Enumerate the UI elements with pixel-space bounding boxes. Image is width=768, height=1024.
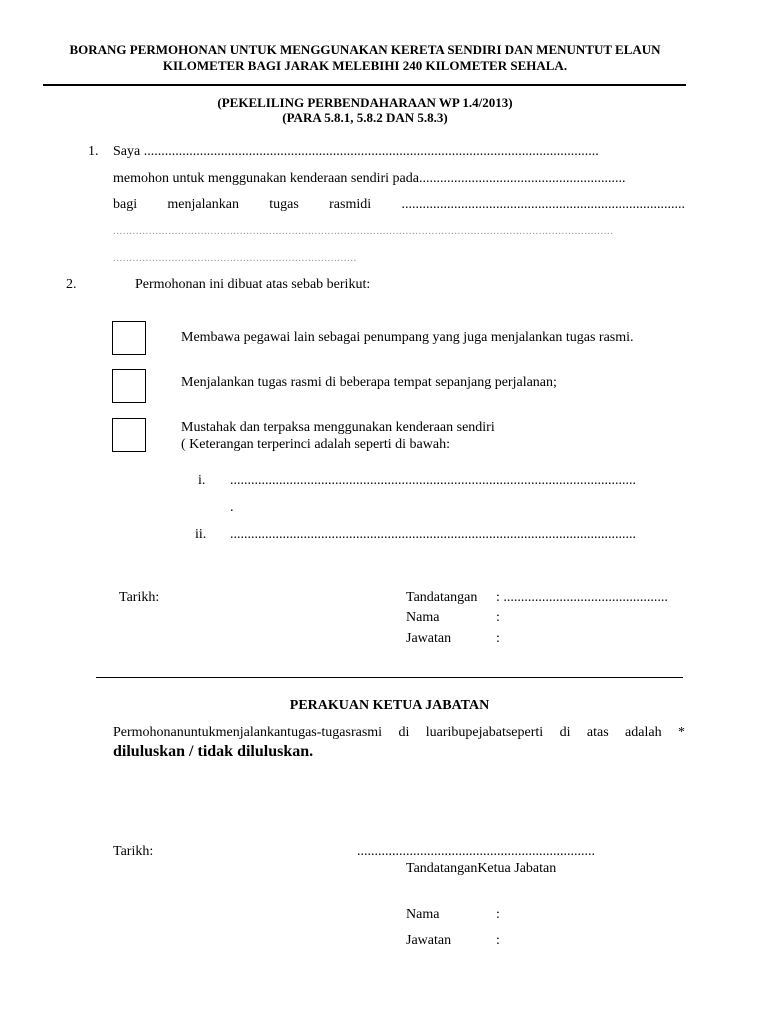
head-position-colon: : — [496, 933, 500, 948]
reason-option-3-line2: ( Keterangan terperinci adalah seperti di bawah: — [181, 437, 450, 452]
certification-word: * — [677, 725, 685, 740]
reason-option-2: Menjalankan tugas rasmi di beberapa tempat sepanjang perjalanan; — [181, 375, 557, 390]
certification-word: di — [559, 725, 571, 740]
detail-ii-label: ii. — [195, 527, 207, 542]
official-duty-fill: ................................................................................. — [401, 197, 685, 212]
official-duty-line[interactable] — [113, 197, 685, 213]
official-duty-word: rasmidi — [329, 197, 372, 212]
applicant-signature-label: Tandatangan — [406, 590, 478, 605]
head-position-label: Jawatan — [406, 933, 452, 948]
duty-location-line-1[interactable]: .......................................................................................................................................................... — [113, 225, 614, 237]
form-title-line1: BORANG PERMOHONAN UNTUK MENGGUNAKAN KERETA SENDIRI DAN MENUNTUT ELAUN — [69, 42, 661, 57]
circular-reference — [40, 95, 690, 125]
vehicle-date-line[interactable]: memohon untuk menggunakan kenderaan sendiri pada........................................................... — [113, 171, 626, 186]
header-divider — [43, 84, 686, 86]
reason-option-3-line1: Mustahak dan terpaksa menggunakan kenderaan sendiri — [181, 420, 495, 435]
applicant-position-label: Jawatan — [406, 631, 452, 646]
certification-word: luaribupejabatseperti — [425, 725, 544, 740]
applicant-position-colon: : — [496, 631, 500, 646]
certification-word: Permohonanuntukmenjalankantugas-tugasrasmi — [113, 725, 383, 740]
applicant-date-label: Tarikh: — [119, 590, 160, 605]
section2-number: 2. — [66, 277, 77, 292]
circular-ref-line1: (PEKELILING PERBENDAHARAAN WP 1.4/2013) — [217, 95, 513, 110]
head-date-label: Tarikh: — [113, 844, 154, 859]
head-signature-caption: TandatanganKetua Jabatan — [406, 861, 557, 876]
certification-decision[interactable]: diluluskan / tidak diluluskan. — [113, 743, 314, 760]
reason-checkbox-2[interactable] — [112, 369, 146, 403]
form-title — [40, 42, 690, 74]
detail-i-line[interactable]: .................................................................................................................... — [230, 473, 636, 488]
detail-i-continuation: . — [230, 500, 234, 515]
official-duty-word: menjalankan — [167, 197, 239, 212]
detail-i-label: i. — [198, 473, 206, 488]
official-duty-word: bagi — [113, 197, 138, 212]
certification-word: adalah — [625, 725, 662, 740]
certification-word: di — [398, 725, 410, 740]
circular-ref-line2: (PARA 5.8.1, 5.8.2 DAN 5.8.3) — [282, 110, 448, 125]
certification-text — [113, 725, 685, 741]
section2-intro: Permohonan ini dibuat atas sebab berikut: — [135, 277, 371, 292]
applicant-signature-line[interactable]: : ............................................... — [496, 590, 668, 605]
section-divider — [96, 677, 683, 678]
head-signature-line[interactable]: .................................................................... — [357, 844, 595, 859]
reason-checkbox-3[interactable] — [112, 418, 146, 452]
applicant-name-colon: : — [496, 610, 500, 625]
certification-word: atas — [586, 725, 609, 740]
duty-location-line-2[interactable]: ........................................................................... — [113, 252, 357, 264]
applicant-name-label: Nama — [406, 610, 440, 625]
official-duty-word: tugas — [269, 197, 299, 212]
detail-ii-line[interactable]: .................................................................................................................... — [230, 527, 636, 542]
head-name-colon: : — [496, 907, 500, 922]
reason-option-3 — [181, 419, 495, 453]
applicant-name-line[interactable]: Saya .................................................................................................................................. — [113, 144, 599, 159]
reason-checkbox-1[interactable] — [112, 321, 146, 355]
certification-title: PERAKUAN KETUA JABATAN — [289, 698, 490, 713]
head-name-label: Nama — [406, 907, 440, 922]
reason-option-1: Membawa pegawai lain sebagai penumpang yang juga menjalankan tugas rasmi. — [181, 330, 634, 345]
section1-number: 1. — [88, 144, 99, 159]
form-title-line2: KILOMETER BAGI JARAK MELEBIHI 240 KILOMETER SEHALA. — [162, 58, 568, 73]
